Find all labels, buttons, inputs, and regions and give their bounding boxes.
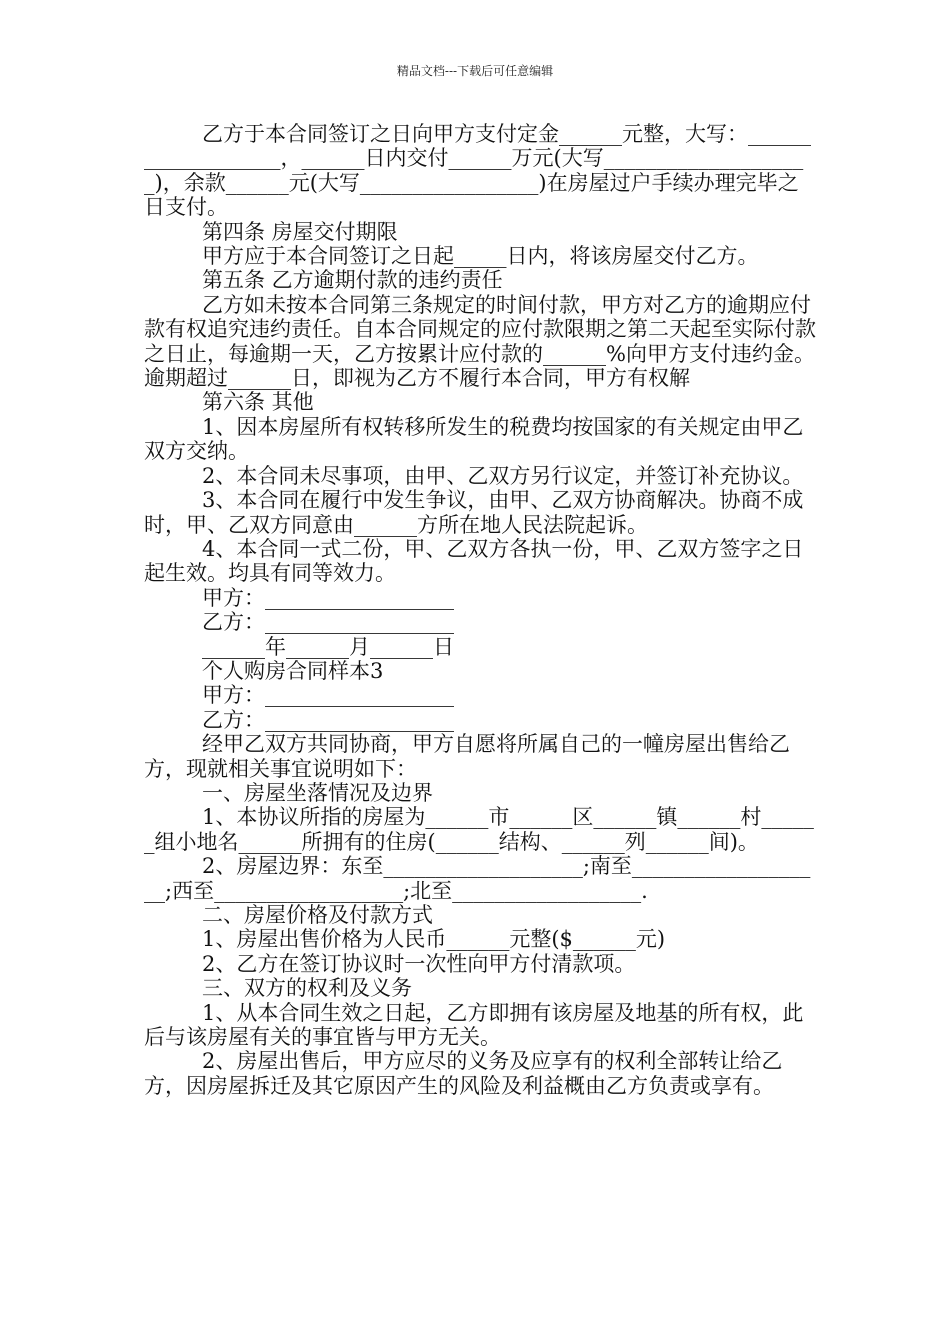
signature-line-party-a: 甲方：__________________ (202, 585, 454, 610)
document-body (144, 122, 816, 1098)
section-heading: 第六条 其他 (202, 390, 314, 415)
paragraph: 1、房屋出售价格为人民币______元整($______元) (202, 927, 666, 952)
paragraph: 乙方如未按本合同第三条规定的时间付款，甲方对乙方的逾期应付款有权追究违约责任。自本合同规定的应付款限期之第二天起至实际付款之日止，每逾期一天，乙方按累计应付款的______%向甲方支付违约金。逾期超过______日，即视为乙方不履行本合同，甲方有权解 (144, 292, 816, 391)
date-line: ______年______月______日 (202, 634, 454, 659)
sample-title: 个人购房合同样本3 (202, 658, 384, 683)
paragraph: 4、本合同一式二份，甲、乙双方各执一份，甲、乙双方签字之日起生效。均具有同等效力。 (144, 536, 804, 586)
paragraph: 甲方应于本合同签订之日起_____日内，将该房屋交付乙方。 (202, 244, 759, 269)
paragraph: 1、从本合同生效之日起，乙方即拥有该房屋及地基的所有权，此后与该房屋有关的事宜皆与甲方无关。 (144, 1000, 804, 1050)
party-b-line: 乙方：__________________ (202, 707, 454, 732)
paragraph: 3、本合同在履行中发生争议，由甲、乙双方协商解决。协商不成时，甲、乙双方同意由______方所在地人民法院起诉。 (144, 488, 804, 537)
section-heading: 第五条 乙方逾期付款的违约责任 (202, 268, 503, 293)
paragraph: 2、房屋出售后，甲方应尽的义务及应享有的权利全部转让给乙方，因房屋拆迁及其它原因产生的风险及利益概由乙方负责或享有。 (144, 1049, 783, 1098)
paragraph: 2、乙方在签订协议时一次性向甲方付清款项。 (202, 951, 636, 976)
page-header: 精品文档---下载后可任意编辑 (396, 64, 554, 78)
paragraph: 乙方于本合同签订之日向甲方支付定金______元整，大写：___________________，______日内交付______万元(大写____________________)，余款______元(大写_________________)在房屋过户手续办理完毕之日支付。 (144, 122, 811, 220)
paragraph: 2、本合同未尽事项，由甲、乙双方另行议定，并签订补充协议。 (202, 463, 804, 488)
section-heading: 三、双方的权利及义务 (202, 976, 412, 1001)
signature-line-party-b: 乙方：__________________ (202, 610, 454, 635)
section-heading: 第四条 房屋交付期限 (202, 219, 398, 244)
section-heading: 二、房屋价格及付款方式 (202, 903, 433, 927)
party-a-line: 甲方：__________________ (202, 683, 454, 708)
paragraph: 1、本协议所指的房屋为______市______区______镇______村______组小地名______所拥有的住房(______结构、______列______间)。 (144, 805, 814, 854)
paragraph: 1、因本房屋所有权转移所发生的税费均按国家的有关规定由甲乙双方交纳。 (144, 414, 804, 464)
paragraph: 经甲乙双方共同协商，甲方自愿将所属自己的一幢房屋出售给乙方，现就相关事宜说明如下： (144, 732, 790, 781)
paragraph: 2、房屋边界：东至___________________;南至___________________;西至__________________;北至__________________. (144, 854, 811, 903)
section-heading: 一、房屋坐落情况及边界 (202, 780, 433, 805)
